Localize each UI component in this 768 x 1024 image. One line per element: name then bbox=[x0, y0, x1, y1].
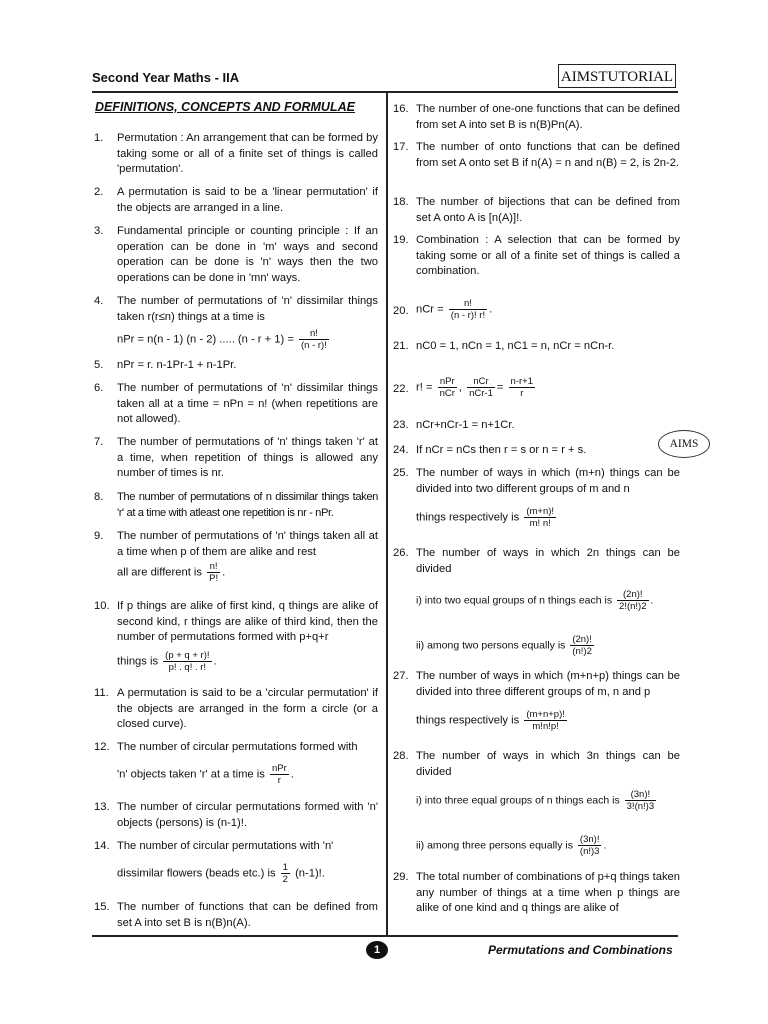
formula-line: all are different is $\frac{n!}{P!}$ . bbox=[117, 561, 226, 584]
left-column bbox=[94, 0, 378, 940]
fraction bbox=[207, 561, 220, 584]
item-text: The number of onto functions that can be defined from set A onto set B if n(A) = n and n(B) = 2, is 2n-2. bbox=[416, 141, 680, 169]
fraction bbox=[570, 634, 594, 657]
item-text: The number of permutations of 'n' things taken all at a time when p of them are alike and rest bbox=[117, 530, 378, 558]
denominator: (n!)2 bbox=[572, 646, 592, 657]
brand-logo-box: AIMSTUTORIAL bbox=[558, 64, 676, 88]
header-title: Second Year Maths - IIA bbox=[92, 70, 240, 85]
item-number: 27. bbox=[393, 670, 409, 682]
item-number: 1. bbox=[94, 132, 104, 144]
formula-text: nPr = n(n - 1) (n - 2) ..... (n - r + 1) = bbox=[117, 333, 294, 346]
formula-text: nCr = bbox=[416, 303, 444, 316]
denominator: nCr bbox=[439, 388, 455, 399]
numerator: nPr bbox=[271, 763, 287, 774]
numerator: (2n)! bbox=[572, 634, 592, 645]
item-text: The number of circular permutations with 'n' bbox=[117, 840, 334, 852]
item-number: 4. bbox=[94, 295, 104, 307]
item-text: A permutation is said to be a 'linear permutation' if the objects are arranged in a line. bbox=[117, 186, 378, 214]
numerator: nPr bbox=[439, 376, 455, 387]
fraction bbox=[449, 298, 487, 321]
item-text: The number of ways in which 3n things can be divided bbox=[416, 750, 680, 778]
formula-text: things respectively is bbox=[416, 714, 520, 727]
formula-line: ii) among three persons equally is $\frac{(3n)!}{(n!)3}$ . bbox=[416, 834, 607, 857]
numerator: n! bbox=[209, 561, 218, 572]
formula-text: all are different is bbox=[117, 566, 202, 579]
item-text: The number of bijections that can be defined from set A onto A is [n(A)]!. bbox=[416, 196, 680, 224]
item-number: 25. bbox=[393, 467, 409, 479]
denominator: p! . q! . r! bbox=[163, 661, 211, 673]
item-number: 22. bbox=[393, 383, 409, 395]
item-number: 12. bbox=[94, 741, 110, 753]
item-number: 10. bbox=[94, 600, 110, 612]
numerator: (m+n+p)! bbox=[526, 709, 565, 720]
formula-text: dissimilar flowers (beads etc.) is bbox=[117, 867, 276, 880]
formula-line: 'n' objects taken 'r' at a time is $\frac{\text{nPr}}{r}$ . bbox=[117, 763, 294, 786]
formula-line bbox=[416, 634, 680, 657]
fraction bbox=[163, 650, 211, 673]
denominator: nCr-1 bbox=[469, 388, 493, 399]
numerator: (3n)! bbox=[630, 789, 651, 800]
formula-line bbox=[117, 328, 378, 351]
item-number: 20. bbox=[393, 305, 409, 317]
right-column bbox=[393, 0, 680, 940]
denominator: P! bbox=[209, 573, 219, 584]
denominator: 3!(n!)3 bbox=[626, 801, 655, 812]
item-text: The total number of combinations of p+q things taken any number of things at a time when p things are alike of one kind and q things are alike of bbox=[416, 871, 680, 914]
formula-text: ii) among three persons equally is bbox=[416, 839, 573, 852]
numerator: (2n)! bbox=[623, 589, 643, 600]
fraction bbox=[625, 789, 656, 812]
item-text: Combination : A selection that can be formed by taking some or all of a finite set of things is called a combination. bbox=[416, 234, 680, 277]
item-text: The number of permutations of 'n' dissimilar things taken all at a time = nPn = n! (when repetitions are not allowed). bbox=[117, 382, 378, 425]
item-text: The number of ways in which (m+n) things can be divided into two different groups of m and n bbox=[416, 467, 680, 495]
formula-text: r! = bbox=[416, 381, 433, 394]
formula-text: i) into three equal groups of n things each is bbox=[416, 794, 620, 807]
fraction bbox=[578, 834, 602, 857]
formula-text: 'n' objects taken 'r' at a time is bbox=[117, 768, 265, 781]
item-number: 13. bbox=[94, 801, 110, 813]
numerator: (p + q + r)! bbox=[165, 650, 210, 661]
numerator: n! bbox=[463, 298, 472, 309]
fraction bbox=[270, 763, 289, 786]
formula-line bbox=[416, 709, 680, 732]
section-title: DEFINITIONS, CONCEPTS AND FORMULAE bbox=[95, 100, 355, 114]
item-number: 8. bbox=[94, 491, 104, 503]
formula-line bbox=[117, 862, 378, 885]
item-text: The number of permutations of n dissimilar things taken 'r' at a time with atleast one repetition is nr - nPr. bbox=[117, 491, 378, 519]
fraction bbox=[467, 376, 495, 399]
item-number: 19. bbox=[393, 234, 409, 246]
item-text: The number of circular permutations formed with bbox=[117, 741, 358, 753]
item-number: 15. bbox=[94, 901, 110, 913]
denominator: r bbox=[270, 774, 289, 786]
item-number: 18. bbox=[393, 196, 409, 208]
item-number: 17. bbox=[393, 141, 409, 153]
item-text: The number of functions that can be defined from set A into set B is n(B)n(A). bbox=[117, 901, 378, 929]
item-text: The number of circular permutations formed with 'n' objects (persons) is (n-1)!. bbox=[117, 801, 378, 829]
item-text: The number of one-one functions that can be defined from set A into set B is n(B)Pn(A). bbox=[416, 103, 680, 131]
denominator: (n - r)! r! bbox=[450, 310, 486, 321]
formula-line bbox=[416, 789, 680, 812]
aims-stamp: AIMS bbox=[658, 430, 710, 458]
denominator: m!n!p! bbox=[524, 720, 567, 732]
fraction bbox=[617, 589, 648, 612]
item-text: Permutation : An arrangement that can be formed by taking some or all of a finite set of things is called 'permutation'. bbox=[117, 132, 378, 175]
numerator: (3n)! bbox=[579, 834, 600, 845]
fraction bbox=[524, 506, 556, 529]
item-text: The number of ways in which 2n things can be divided bbox=[416, 547, 680, 575]
numerator: nCr bbox=[473, 376, 489, 387]
item-text: The number of permutations of 'n' dissimilar things taken r(r≤n) things at a time is bbox=[117, 295, 378, 323]
item-number: 28. bbox=[393, 750, 409, 762]
item-text: If p things are alike of first kind, q things are alike of second kind, r things are alike of third kind, then the number of permutations formed with p+q+r bbox=[117, 600, 378, 643]
numerator: 1 bbox=[282, 862, 288, 873]
item-number: 16. bbox=[393, 103, 409, 115]
numerator: (m+n)! bbox=[526, 506, 555, 517]
fraction bbox=[524, 709, 567, 732]
item-text: Fundamental principle or counting principle : If an operation can be done in 'm' ways and second operation can be done is 'n' ways then the two operations can be done in 'mn' ways. bbox=[117, 225, 378, 284]
item-number: 26. bbox=[393, 547, 409, 559]
item-text: A permutation is said to be a 'circular permutation' if the objects are arranged in the form a circle (or a closed curve). bbox=[117, 687, 378, 730]
formula-text: i) into two equal groups of n things each is bbox=[416, 594, 613, 607]
page-number: 1 bbox=[366, 941, 388, 959]
item-text: r! = $\frac{\text{nPr}}{\text{nCr}}$ , $\frac{\text{nCr}}{\text{nCr-1}}$ = $\frac{n-r+1}{r}$ bbox=[416, 376, 533, 399]
item-number: 29. bbox=[393, 871, 409, 883]
formula-text: things respectively is bbox=[416, 511, 520, 524]
formula-text: ii) among two persons equally is bbox=[416, 639, 566, 652]
item-number: 7. bbox=[94, 436, 104, 448]
item-text: nPr = r. n-1Pr-1 + n-1Pr. bbox=[117, 359, 237, 371]
item-text: nC0 = 1, nCn = 1, nC1 = n, nCr = nCn-r. bbox=[416, 340, 615, 352]
column-divider bbox=[386, 91, 388, 936]
item-number: 24. bbox=[393, 444, 409, 456]
denominator: r bbox=[509, 387, 535, 399]
denominator: (n!)3 bbox=[579, 846, 600, 857]
item-number: 21. bbox=[393, 340, 409, 352]
item-text: The number of permutations of 'n' things taken 'r' at a time, when repetition of things is allowed any number of times is nr. bbox=[117, 436, 378, 479]
fraction bbox=[509, 376, 535, 399]
item-text: The number of ways in which (m+n+p) things can be divided into three different groups of m, n and p bbox=[416, 670, 680, 698]
fraction bbox=[281, 862, 290, 885]
item-number: 3. bbox=[94, 225, 104, 237]
item-number: 6. bbox=[94, 382, 104, 394]
numerator: n! bbox=[309, 328, 318, 339]
item-text: If nCr = nCs then r = s or n = r + s. bbox=[416, 444, 587, 456]
item-number: 2. bbox=[94, 186, 104, 198]
item-number: 5. bbox=[94, 359, 104, 371]
fraction bbox=[299, 328, 329, 351]
denominator: m! n! bbox=[524, 517, 556, 529]
item-number: 9. bbox=[94, 530, 104, 542]
denominator: 2 bbox=[282, 874, 288, 885]
denominator: (n - r)! bbox=[301, 340, 327, 351]
fraction bbox=[438, 376, 457, 399]
item-text: nCr = $\frac{n!}{(n - r)! r!}$ . bbox=[416, 298, 493, 321]
item-number: 14. bbox=[94, 840, 110, 852]
footer-chapter: Permutations and Combinations bbox=[488, 943, 673, 957]
formula-line: things is $\frac{(p + q + r)!}{p! . q! . r!}$ . bbox=[117, 650, 217, 673]
numerator: n-r+1 bbox=[510, 376, 533, 387]
formula-text: (n-1)!. bbox=[295, 867, 325, 880]
item-number: 11. bbox=[94, 687, 109, 699]
formula-line bbox=[416, 506, 680, 529]
item-text: nCr+nCr-1 = n+1Cr. bbox=[416, 419, 515, 431]
formula-text: things is bbox=[117, 655, 159, 668]
formula-line: i) into two equal groups of n things each is $\frac{(2n)!}{2!(n!)2}$ . bbox=[416, 589, 654, 612]
denominator: 2!(n!)2 bbox=[619, 601, 647, 612]
item-number: 23. bbox=[393, 419, 409, 431]
